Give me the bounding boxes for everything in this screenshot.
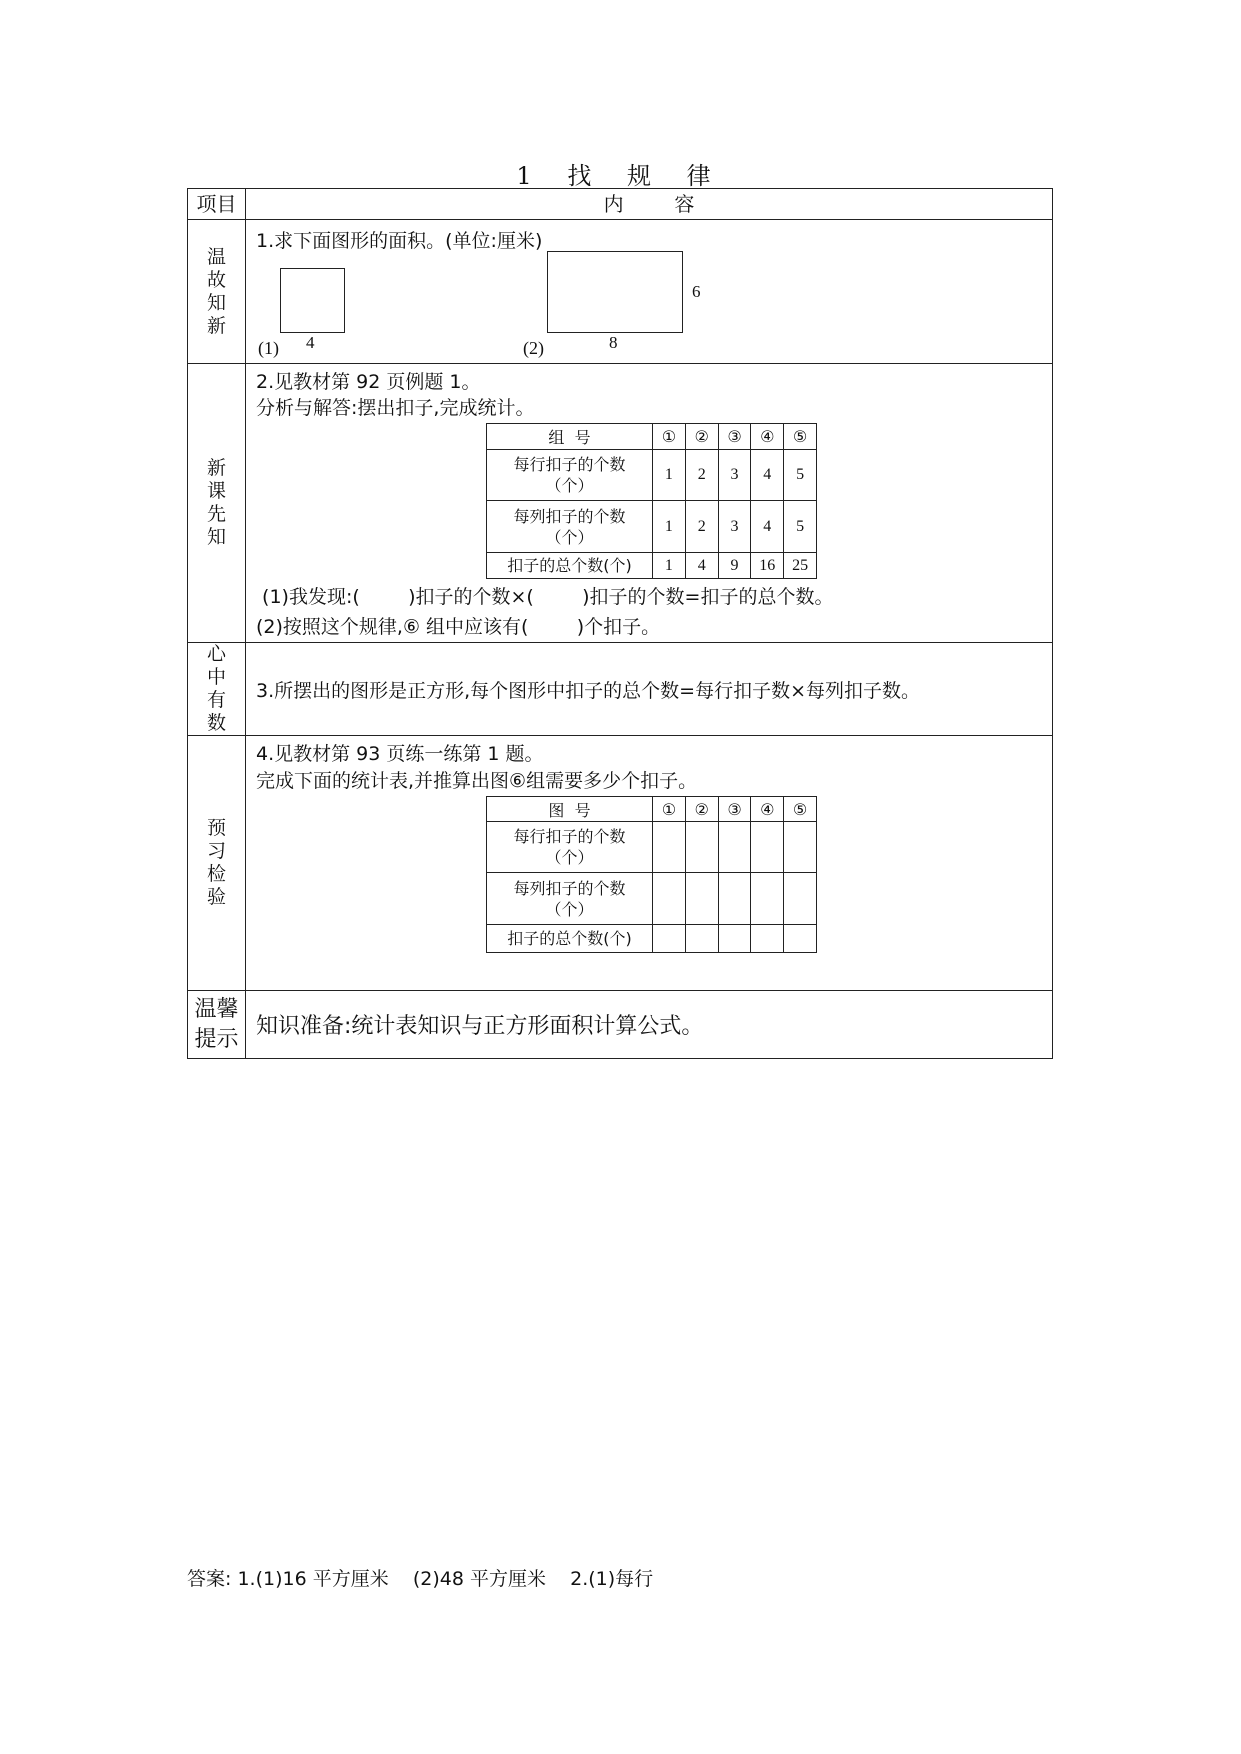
- table-cell-blank[interactable]: [653, 822, 686, 873]
- row-label: 每列扣子的个数（个）: [513, 878, 626, 919]
- table-cell-blank[interactable]: [718, 822, 751, 873]
- section-label-preview: 新课先知: [206, 457, 226, 548]
- table-cell-blank[interactable]: [751, 822, 784, 873]
- table-cell: 2: [685, 501, 718, 553]
- question-1: 1.求下面图形的面积。(单位:厘米): [256, 230, 543, 252]
- finding-2: (2)按照这个规律,⑥ 组中应该有( )个扣子。: [256, 616, 661, 638]
- table-cell-blank[interactable]: [685, 873, 718, 925]
- tip-text: 知识准备:统计表知识与正方形面积计算公式。: [256, 1014, 704, 1039]
- header-item: 项目: [188, 189, 246, 220]
- row-label: 扣子的总个数(个): [487, 925, 653, 953]
- table-cell: 5: [784, 450, 817, 501]
- row-label: 每列扣子的个数（个）: [513, 506, 626, 547]
- figure-2-tag: (2): [523, 338, 544, 358]
- section-label-tip: 温馨提示: [194, 996, 239, 1052]
- table-cell: 1: [653, 553, 686, 579]
- col-head: ②: [685, 424, 718, 450]
- row-label: 每行扣子的个数（个）: [513, 455, 626, 495]
- header-content: 内 容: [246, 189, 1053, 220]
- section-preview-content: [246, 364, 1052, 642]
- table-cell: 4: [685, 553, 718, 579]
- question-2: 2.见教材第 92 页例题 1。: [256, 371, 481, 393]
- col-head: ④: [751, 797, 784, 822]
- statement-3: 3.所摆出的图形是正方形,每个图形中扣子的总个数=每行扣子数×每列扣子数。: [256, 679, 921, 702]
- square-side-label: 4: [306, 333, 315, 352]
- table-head: 图 号: [487, 797, 653, 822]
- col-head: ⑤: [784, 424, 817, 450]
- page-title: 1 找 规 律: [516, 162, 725, 190]
- col-head: ②: [685, 797, 718, 822]
- section-label-mind: 心中有数: [206, 643, 226, 734]
- square-figure: [280, 268, 345, 333]
- table-cell: 4: [751, 501, 784, 553]
- table-cell: 9: [718, 553, 751, 579]
- section-label-check: 预习检验: [206, 817, 226, 908]
- col-head: ④: [751, 424, 784, 450]
- figure-1-tag: (1): [258, 338, 279, 358]
- col-head: ①: [653, 797, 686, 822]
- rectangle-figure: [547, 251, 683, 333]
- col-head: ③: [718, 424, 751, 450]
- table-cell-blank[interactable]: [685, 925, 718, 953]
- row-label: 扣子的总个数(个): [487, 553, 653, 579]
- section-check-content: [246, 736, 1052, 990]
- col-head: ③: [718, 797, 751, 822]
- row-label: 每行扣子的个数（个）: [513, 827, 626, 867]
- table-cell-blank[interactable]: [653, 925, 686, 953]
- table-cell-blank[interactable]: [718, 873, 751, 925]
- table-cell: 2: [685, 450, 718, 501]
- col-head: ⑤: [784, 797, 817, 822]
- table-cell: 25: [784, 553, 817, 579]
- col-head: ①: [653, 424, 686, 450]
- table-cell: 5: [784, 501, 817, 553]
- table-cell: 1: [653, 450, 686, 501]
- table-cell: 4: [751, 450, 784, 501]
- table-cell-blank[interactable]: [718, 925, 751, 953]
- table-cell: 1: [653, 501, 686, 553]
- table-cell-blank[interactable]: [784, 925, 817, 953]
- rectangle-height-label: 6: [692, 282, 701, 301]
- table-cell-blank[interactable]: [751, 925, 784, 953]
- table-head: 组 号: [487, 424, 653, 450]
- question-4: 4.见教材第 93 页练一练第 1 题。: [256, 743, 544, 765]
- table-cell-blank[interactable]: [751, 873, 784, 925]
- table-cell-blank[interactable]: [784, 822, 817, 873]
- question-4-sub: 完成下面的统计表,并推算出图⑥组需要多少个扣子。: [256, 770, 698, 792]
- table-cell: 3: [718, 501, 751, 553]
- worksheet-table: [187, 188, 1053, 1059]
- rectangle-width-label: 8: [609, 333, 618, 352]
- table-cell: 3: [718, 450, 751, 501]
- table-cell-blank[interactable]: [653, 873, 686, 925]
- section-label-review: 温故知新: [206, 245, 226, 337]
- table-cell-blank[interactable]: [784, 873, 817, 925]
- table-cell: 16: [751, 553, 784, 579]
- question-2-sub: 分析与解答:摆出扣子,完成统计。: [256, 397, 535, 419]
- answer-line: 答案: 1.(1)16 平方厘米 (2)48 平方厘米 2.(1)每行: [187, 1568, 654, 1590]
- stats-table-filled: [486, 423, 817, 579]
- section-review-content: [246, 220, 1052, 363]
- table-cell-blank[interactable]: [685, 822, 718, 873]
- finding-1: (1)我发现:( )扣子的个数×( )扣子的个数=扣子的总个数。: [256, 586, 834, 608]
- stats-table-empty: [486, 796, 817, 953]
